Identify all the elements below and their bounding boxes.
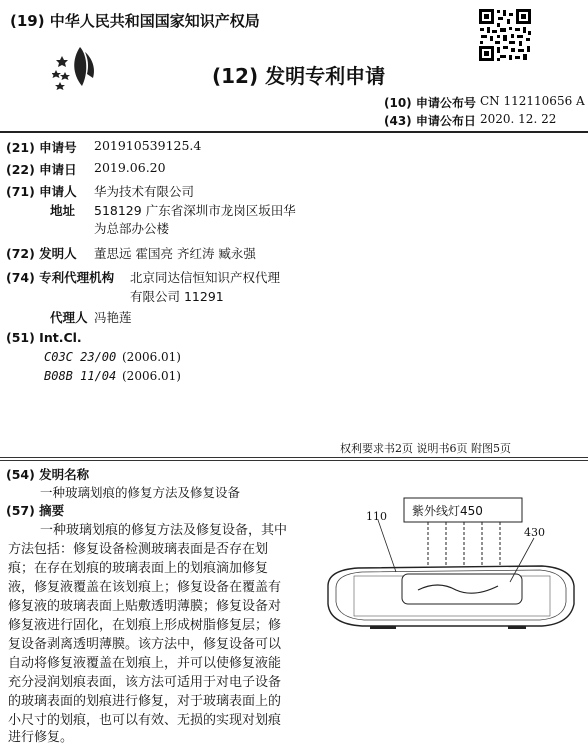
abstract-line: 的玻璃表面的划痕进行修复，对于玻璃表面上的: [8, 694, 282, 709]
page-counts: 权利要求书2页 说明书6页 附图5页: [340, 442, 511, 455]
ipc-year-1: (2006.01): [122, 350, 181, 364]
abstract-line: 充分浸润划痕表面，该方法可适用于对电子设备: [8, 675, 282, 690]
invention-title: 一种玻璃划痕的修复方法及修复设备: [40, 485, 241, 500]
publication-date: 2020. 12. 22: [480, 112, 557, 126]
applicant-label: (71) 申请人: [6, 184, 77, 199]
abstract-label: (57) 摘要: [6, 503, 65, 518]
patent-agency-label: (74) 专利代理机构: [6, 270, 115, 285]
office-name: (19) 中华人民共和国国家知识产权局: [10, 12, 260, 30]
abstract-line: 复设备剥离透明薄膜。该方法中，修复设备可以: [8, 637, 282, 652]
header-divider: [0, 131, 588, 133]
address-line-1: 518129 广东省深圳市龙岗区坂田华: [94, 203, 296, 218]
document-type-title: (12) 发明专利申请: [212, 64, 386, 88]
abstract-figure: [298, 486, 584, 646]
qr-code: [478, 8, 532, 62]
abstract-line: 自动将修复液覆盖在划痕上，并可以使修复液能: [8, 656, 282, 671]
application-date-label: (22) 申请日: [6, 162, 77, 177]
abstract-line: 液，修复液覆盖在该划痕上；修复设备在覆盖有: [8, 580, 282, 595]
agent-label: 代理人: [50, 310, 88, 325]
section-divider-bottom: [0, 460, 588, 461]
inventors: 董思远 霍国亮 齐红涛 臧永强: [94, 246, 256, 261]
abstract-line: 痕；在存在划痕的玻璃表面上的划痕滴加修复: [8, 561, 269, 576]
inventors-label: (72) 发明人: [6, 246, 77, 261]
ipc-code-2: B08B 11/04: [44, 369, 117, 383]
application-date: 2019.06.20: [94, 160, 166, 175]
application-number: 201910539125.4: [94, 138, 202, 153]
address-line-2: 为总部办公楼: [94, 221, 170, 236]
section-divider-top: [0, 457, 588, 458]
abstract-line: 修复液进行固化，在划痕上形成树脂修复层；修: [8, 618, 282, 633]
abstract-line: 一种玻璃划痕的修复方法及修复设备，其中: [40, 523, 288, 538]
publication-number: CN 112110656 A: [480, 94, 585, 108]
ipc-year-2: (2006.01): [122, 369, 181, 383]
reference-110: 110: [366, 510, 387, 523]
invention-title-label: (54) 发明名称: [6, 467, 90, 482]
agent: 冯艳莲: [94, 310, 132, 325]
abstract-line: 小尺寸的划痕，也可以有效、无损的实现对划痕: [8, 713, 282, 728]
abstract-line: 修复液的玻璃表面上贴敷透明薄膜；修复设备对: [8, 599, 282, 614]
abstract-line: 进行修复。: [8, 730, 74, 745]
abstract-line: 方法包括：修复设备检测玻璃表面是否存在划: [8, 542, 269, 557]
cnipa-logo: [52, 44, 100, 94]
patent-agency-line-2: 有限公司 11291: [130, 289, 224, 304]
ipc-label: (51) Int.Cl.: [6, 330, 82, 345]
application-number-label: (21) 申请号: [6, 140, 77, 155]
ipc-code-1: C03C 23/00: [44, 350, 117, 364]
uv-lamp-label: 紫外线灯450: [412, 504, 483, 518]
publication-number-label: (10) 申请公布号: [384, 96, 476, 110]
address-label: 地址: [50, 203, 76, 218]
applicant: 华为技术有限公司: [94, 184, 195, 199]
publication-date-label: (43) 申请公布日: [384, 114, 476, 128]
patent-agency-line-1: 北京同达信恒知识产权代理: [130, 270, 281, 285]
reference-430: 430: [524, 526, 545, 539]
